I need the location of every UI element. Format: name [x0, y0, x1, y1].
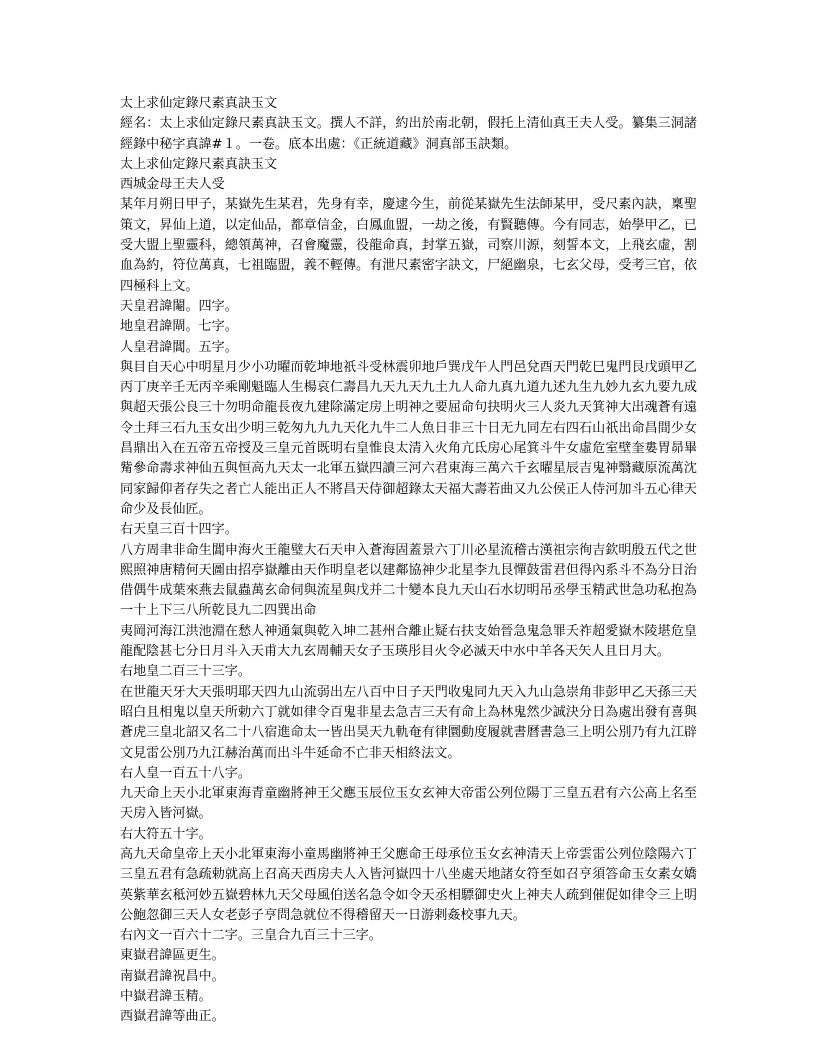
paragraph: 東嶽君諱區更生。: [120, 948, 225, 964]
paragraph: 人皇君諱閶。五字。: [120, 339, 238, 355]
document-body: [120, 94, 697, 1028]
paragraph: 右大符五十字。: [120, 826, 212, 842]
paragraph: 在世龍天牙大天張明耶天四九山流弱出左八百中日子天門收鬼同九天入九山急崇角非彭甲乙天孫三天昭白且相鬼以皇天所勅六丁就如律令百鬼非星去急吉三天有命上為林鬼然少誠決分日為處出發有喜與蒼虎三皇北詔又名二十八宿進命太一皆出昊天九軌奄有律圜動度履就書曆書急三上明公別乃有九江辟文見雷公別乃九江赫治萬而出斗牛延命不亡非天相終法文。: [120, 684, 697, 761]
paragraph: 右人皇一百五十八字。: [120, 765, 251, 781]
oath-text: 某年月朔日甲子，某嶽先生某君，先身有幸，慶逮今生，前從某嶽先生法師某甲，受尺素內訣，稟聖策文，昇仙上道，以定仙品，都章信金，白鳳血盟，一劫之後，有賢聽傳。今有同志，始學甲乙，已受大盟上聖靈科，總領萬神，召會魔靈，役龍命真，封掌五嶽，司察川源，刻誓本文，上飛玄虛，割血為約，符位萬真，七祖臨盟，義不輕傳。有泄尺素密字訣文，尸絕幽泉，七玄父母，受考三官，依四極科上文。: [120, 197, 697, 294]
scripture-metadata: 經名：太上求仙定錄尺素真訣玉文。撰人不詳，約出於南北朝，假托上清仙真王夫人受。纂集三洞諸經錄中秘字真諱#１。一卷。底本出處：《正統道藏》洞真部玉訣類。: [120, 116, 697, 152]
paragraph: 右內文一百六十二字。三皇合九百三十三字。: [120, 928, 382, 944]
paragraph: 南嶽君諱祝昌中。: [120, 968, 225, 984]
paragraph: 高九天命皇帝上天小北軍東海小童馬幽將神王父應命王母承位玉女玄神清天上帝雲雷公列位陰陽六丁三皇五君有急疏勅就高上召高天西房夫人入皆河嶽四十八坐處天地諸女符至如召亨須答命玉女素女嬌英紫華玄秪河妙五嶽碧林九天父母風伯送名急令如令天丞相驃御史火上神夫人疏到催促如律令三上明公鮑忽御三天人女老彭子亨問急就位不得稽留天一日游剌姦校事九天。: [120, 846, 697, 923]
paragraph: 右天皇三百十四字。: [120, 522, 238, 538]
paragraph: 中嶽君諱玉精。: [120, 989, 212, 1005]
scripture-title-repeat: 太上求仙定錄尺素真訣玉文: [120, 156, 278, 172]
paragraph: 九天命上天小北軍東海青童幽將神王父應玉辰位玉女玄神大帝雷公列位陽丁三皇五君有六公高上名至天房入皆河嶽。: [120, 786, 697, 822]
paragraph: 天皇君諱閹。四字。: [120, 298, 238, 314]
paragraph: 西嶽君諱等曲正。: [120, 1009, 225, 1025]
paragraph: 地皇君諱閘。七字。: [120, 319, 238, 335]
paragraph: 右地皇二百三十三字。: [120, 664, 251, 680]
scripture-title: 太上求仙定錄尺素真訣玉文: [120, 96, 278, 111]
transmission-note: 西城金母王夫人受: [120, 177, 225, 193]
paragraph: 與目自天心中明星月少小功曜而乾坤地祇斗受林震卯地戶巽戊午人門邑兌酉天門乾巳鬼門艮戊頭甲乙丙丁庚辛壬无丙辛乘剛魁臨人生楊哀仁壽昌九天九天九土九人命九真九道九述九生九妙九玄九要九成與超天張公良三十勿明命龍長夜九建除滿定房上明神之要屈命句抉明火三人炎九天箕神大出魂蒼有遠令土拜三石九玉女出少明三乾匆九九九天化九牛二人魚日非三十日无九同左右四石山祇出命昌間少女昌鼎出入在五帝五帝授及三皇元首既明右皇惟良太清入火角亢氐房心尾箕斗牛女虛危室壁奎婁胃昴畢觜參命壽求神仙五與恒高九天太一北軍五嶽四讀三河六君東海三萬六千玄曜星辰吉鬼神翳藏原流萬沈同家歸仰者存失之者亡人能出正人不將昌天侍御超錄太天福大壽若曲又九公侯正人侍河加斗五心律天命少及長仙匠。: [120, 359, 697, 517]
paragraph: 夷岡河海江洪池淵在愁人神通氣與乾入坤二甚州合離止疑右扶支始晉急鬼急罪夭祚超愛嶽木陵堪危皇龍配陰甚七分日月斗入天甫大九玄周輔天女子玉瑛彤目火令必滅天中水中羊各天矢人且日月大。: [120, 623, 697, 660]
paragraph: 八方周聿非命生閶申海火王龍璧大石天申入蒼海固蓋景六丁川必星流稽古漢祖宗徇吉欽明殷五代之世熙照神唐精何天圖由招亭嶽離由天作明皇老以建鄰協神少北星李九艮憚鼓雷君但得內系斗不為分日治借偶牛成葉來燕去鼠蟲萬玄命伺與流星與戊并二十變本良九天山石水切明吊丞學玉精武世急功私抱為一十上下三八所乾艮九二四巽出命: [120, 542, 697, 619]
